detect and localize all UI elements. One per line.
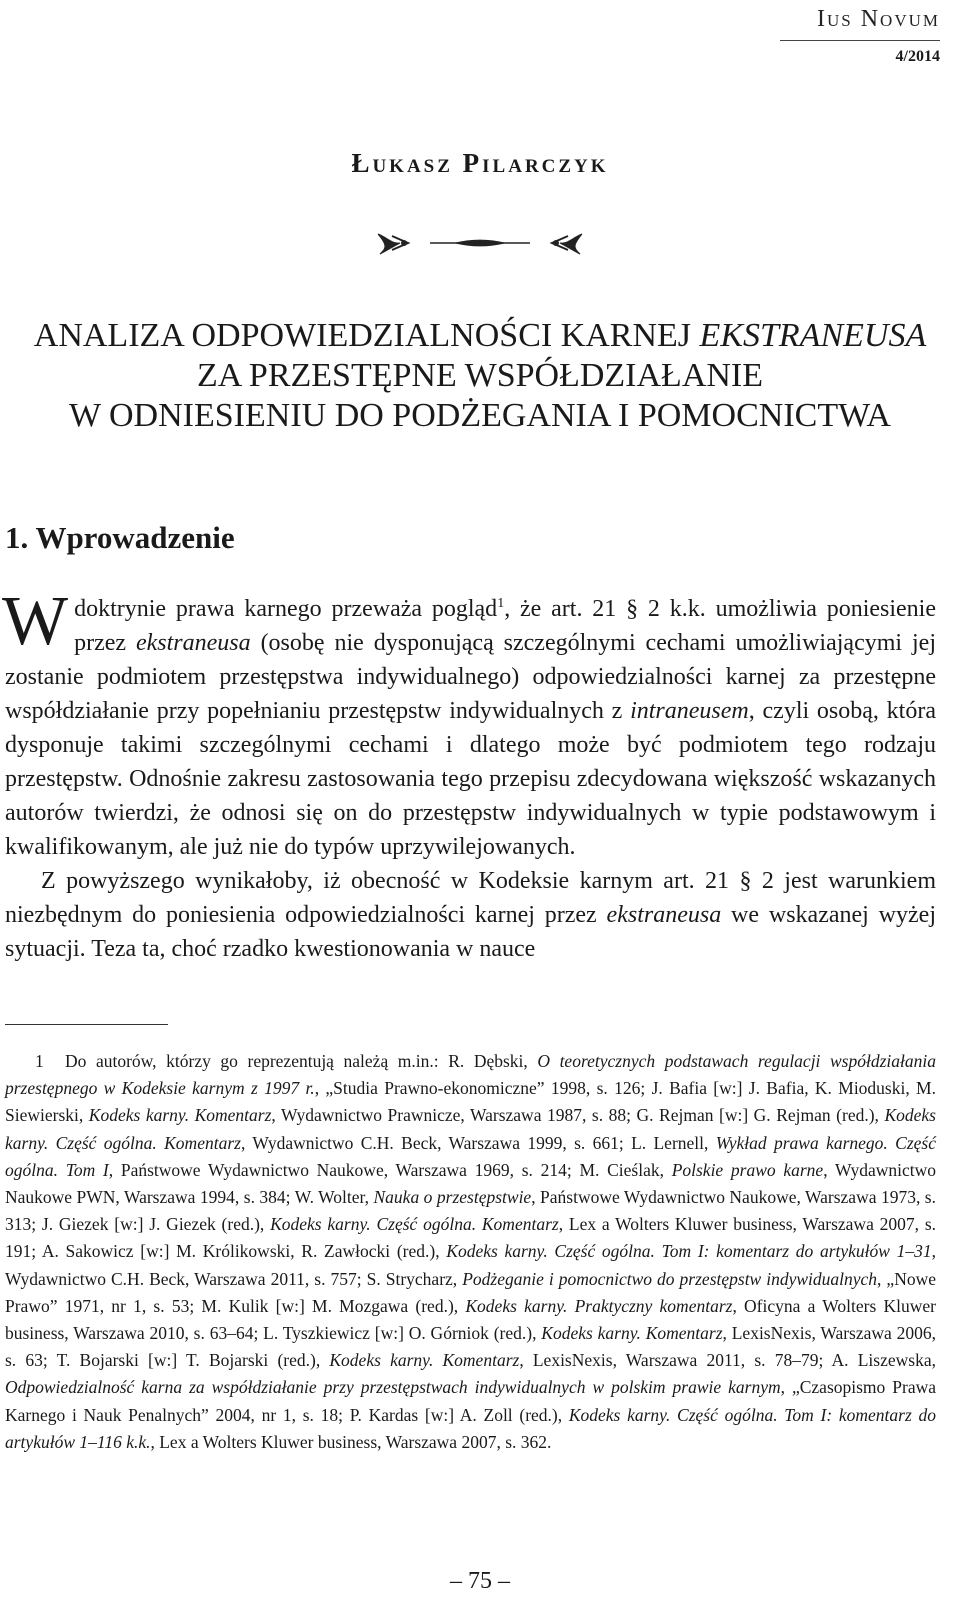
body-text: [2, 583, 936, 966]
header-rule: [780, 40, 940, 41]
page-number: – 75 –: [450, 1568, 510, 1594]
article-title: [0, 316, 960, 436]
drop-cap: W: [2, 583, 69, 660]
footnote: 1 Do autorów, którzy go reprezentują należą m.in.: R. Dębski, O teoretycznych podstawach regulacji współdziałania przestępnego w Kodeksie karnym z 1997 r., „Studia Prawno-ekonomiczne” 1998, s. 126; J. Bafia [w:] J. Bafia, K. Mioduski, M. Siewierski, Kodeks karny. Komentarz, Wydawnictwo Prawnicze, Warszawa 1987, s. 88; G. Rejman [w:] G. Rejman (red.), Kodeks karny. Część ogólna. Komentarz, Wydawnictwo C.H. Beck, Warszawa 1999, s. 661; L. Lernell, Wykład prawa karnego. Część ogólna. Tom I, Państwowe Wydawnictwo Naukowe, Warszawa 1969, s. 214; M. Cieślak, Polskie prawo karne, Wydawnictwo Naukowe PWN, Warszawa 1994, s. 384; W. Wolter, Nauka o przestępstwie, Państwowe Wydawnictwo Naukowe, Warszawa 1973, s. 313; J. Giezek [w:] J. Giezek (red.), Kodeks karny. Część ogólna. Komentarz, Lex a Wolters Kluwer business, Warszawa 2007, s. 191; A. Sakowicz [w:] M. Królikowski, R. Zawłocki (red.), Kodeks karny. Część ogólna. Tom I: komentarz do artykułów 1–31, Wydawnictwo C.H. Beck, Warszawa 2011, s. 757; S. Strycharz, Podżeganie i pomocnictwo do przestępstw indywidualnych, „Nowe Prawo” 1971, nr 1, s. 53; M. Kulik [w:] M. Mozgawa (red.), Kodeks karny. Praktyczny komentarz, Oficyna a Wolters Kluwer business, Warszawa 2010, s. 63–64; L. Tyszkiewicz [w:] O. Górniok (red.), Kodeks karny. Komentarz, LexisNexis, Warszawa 2006, s. 63; T. Bojarski [w:] T. Bojarski (red.), Kodeks karny. Komentarz, LexisNexis, Warszawa 2011, s. 78–79; A. Liszewska, Odpowiedzialność karna za współdziałanie przy przestępstwach indywidualnych w polskim prawie karnym, „Czasopismo Prawa Karnego i Nauk Penalnych” 2004, nr 1, s. 18; P. Kardas [w:] A. Zoll (red.), Kodeks karny. Część ogólna. Tom I: komentarz do artykułów 1–116 k.k., Lex a Wolters Kluwer business, Warszawa 2007, s. 362.: [5, 1048, 936, 1456]
author-name: Łukasz Pilarczyk: [351, 148, 609, 178]
footnote-number: 1: [35, 1051, 44, 1071]
title-line-1: ANALIZA ODPOWIEDZIALNOŚCI KARNEJ EKSTRANEUSA: [33, 317, 927, 354]
issue-number: 4/2014: [895, 48, 940, 65]
title-line-2: ZA PRZESTĘPNE WSPÓŁDZIAŁANIE: [196, 357, 764, 394]
section-heading: 1. Wprowadzenie: [5, 520, 235, 555]
fleuron-divider-icon: [370, 228, 590, 258]
paragraph-2: Z powyższego wynikałoby, iż obecność w Kodeksie karnym art. 21 § 2 jest warunkiem niezbędnym do poniesienia odpowiedzialności karnej przez ekstraneusa we wskazanej wyżej sytuacji. Teza ta, choć rzadko kwestionowania w nauce: [5, 868, 936, 962]
journal-name: Ius Novum: [816, 6, 940, 32]
paragraph-1: Wdoktrynie prawa karnego przeważa pogląd$^1$, że art. 21 § 2 k.k. umożliwia poniesienie przez ekstraneusa (osobę nie dysponującą szczególnymi cechami umożliwiającymi jej zostanie podmiotem przestępstwa indywidualnego) odpowiedzialności karnej za przestępne współdziałanie przy popełnianiu przestępstw indywidualnych z intraneusem, czyli osobą, która dysponuje takimi szczególnymi cechami i dlatego może być podmiotem tego rodzaju przestępstw. Odnośnie zakresu zastosowania tego przepisu zdecydowana większość wskazanych autorów twierdzi, że odnosi się on do przestępstw indywidualnych w typie podstawowym i kwalifikowanym, ale już nie do typów uprzywilejowanych.: [2, 583, 936, 860]
footnote-separator: [5, 1024, 168, 1025]
footnote-ref[interactable]: 1: [497, 596, 505, 611]
title-line-3: W ODNIESIENIU DO PODŻEGANIA I POMOCNICTWA: [69, 397, 891, 434]
journal-header: [780, 6, 940, 65]
